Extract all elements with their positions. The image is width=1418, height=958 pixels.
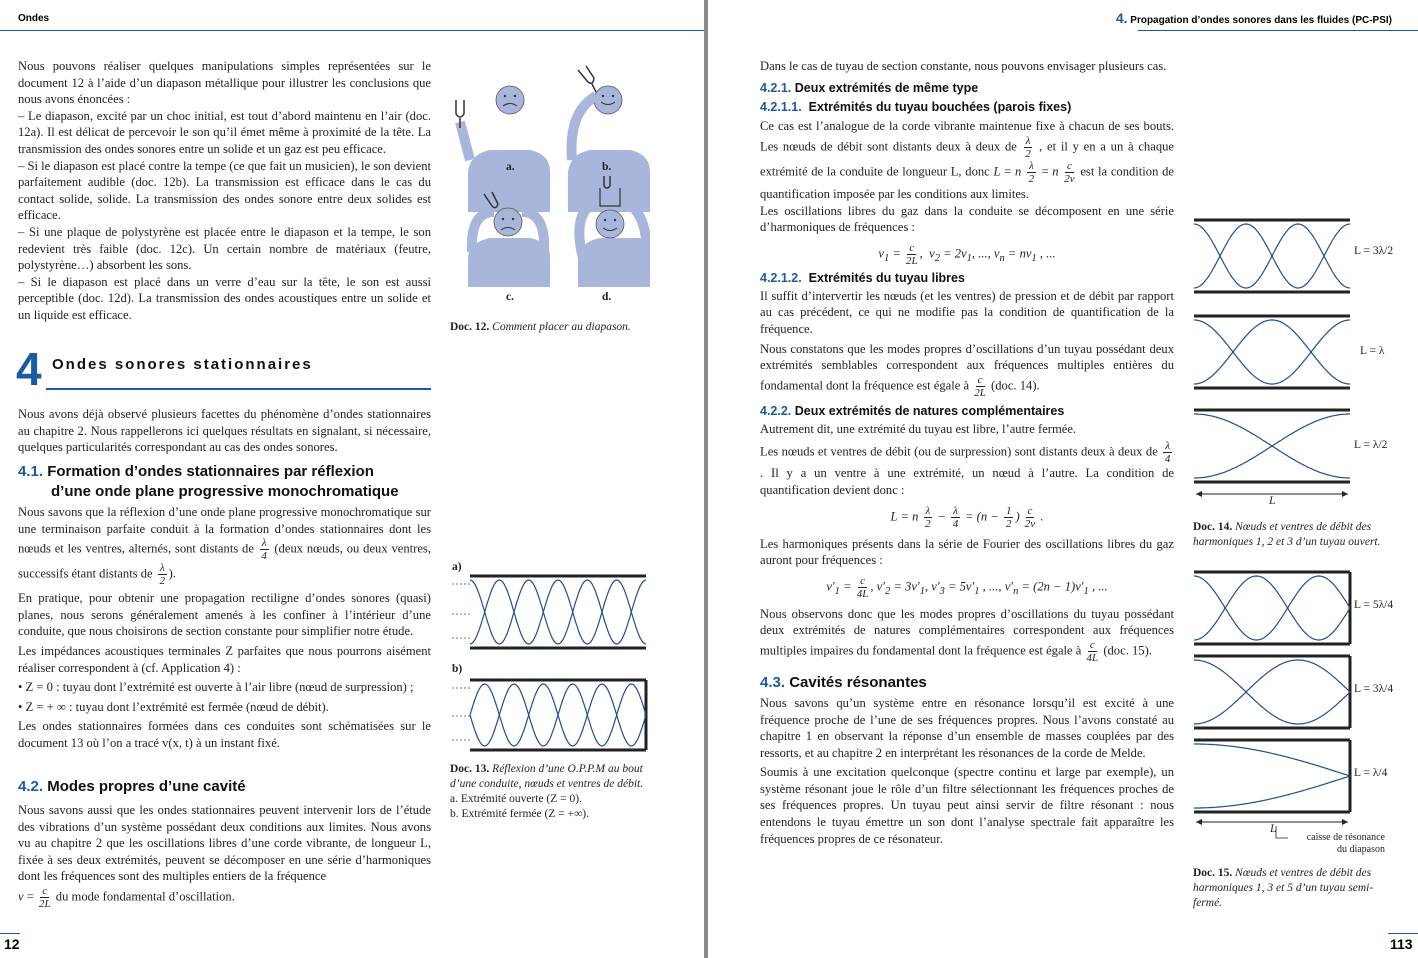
folio-rule	[1388, 933, 1418, 934]
doc12-label-c: c.	[506, 291, 514, 303]
right-page	[708, 0, 1418, 958]
doc12-caption	[450, 320, 690, 335]
right-main-column: Dans le cas de tuyau de section constante, nous pouvons envisager plusieurs cas. 4.2.1. Deux extrémités de même type 4.2.1.1. Extrémités du tuyau bouchées (parois fixes) Ce cas est l’analogue de la corde vibrante maintenue fixe à chacun de ses bouts. Les nœuds de débit sont distants deux à deux de $\frac{\lambda}{2}$ , et il y en a un à chaque extrémité de la conduite de longueur L, donc L = n $\frac{\lambda}{2}$ = n $\frac{c}{2\nu}$ est la condition de quantification imposée par les conditions aux limites. Les oscillations libres du gaz dans la conduite se décomposent en une série d’harmoniques de fréquences : $\nu_1$ = $\frac{c}{2L}$ , $\nu_2 = 2\nu_1$, ..., $\nu_n = n\nu_1$ , ... 4.2.1.2. Extrémités du tuyau libres Il suffit d’intervertir les nœuds (et les ventres) de pression et de débit par rapport au cas précédent, ce qui ne modifie pas la condition de quantification de la fréquence. Nous constatons que les modes propres d’oscillations d’un tuyau possédant deux extrémités semblables correspondent aux fréquences multiples entières du fondamental dont la fréquence est égale à $\frac{c}{2L}$ (doc. 14). 4.2.2. Deux extrémités de natures complémentaires Autrement dit, une extrémité du tuyau est libre, l’autre fermée. Les nœuds et ventres de débit (ou de surpression) sont distants deux à deux de $\frac{\lambda}{4}$ . Il y a un ventre à une extrémité, un nœud à l’autre. La condition de quantification devient donc : L = n $\frac{\lambda}{2}$ − $\frac{\lambda}{4}$ = (n − $\frac{1}{2}$ ) $\frac{c}{2\nu}$ . Les harmoniques présents dans la série de Fourier des oscillations libres du gaz auront pour fréquences : $\nu'_1$ = $\frac{c}{4L}$ , $\nu'_2 = 3\nu'_1$, $\nu'_3 = 5\nu'_1$ , ..., $\nu'_n = (2n - 1)\nu'_1$ , ... Nous observons donc que les modes propres d’oscillations du tuyau possédant deux extrémités de natures complémentaires correspondent aux fréquences multiples impaires du fondamental dont la fréquence est égale à $\frac{c}{4L}$ (doc. 15). 4.3. Cavités résonantes Nous savons qu’un système entre en résonance lorsqu’il est excité à une fréquence proche de l’une de ses fréquences propres. Nous l’avons constaté au chapitre 1 en observant la réponse d’un ensemble de masses couplées par des ressorts, et au chapitre 2 en interprétant les résonances de la corde de Melde. Soumis à une excitation quelconque (spectre continu et large par exemple), un système résonant joue le rôle d’un filtre sélectionnant les fréquences proches de ses fréquences propres. Un tuyau peut ainsi servir de filtre résonant : nous entendons le tuyau émettre un son dont l’analyse spectrale fait apparaître les fréquences propres de ce résonateur.	[760, 59, 1174, 846]
body-text: Soumis à une excitation quelconque (spectre continu et large par exemple), un système résonant joue le rôle d’un filtre sélectionnant les fréquences proches de ses fréquences propres. Un tuyau peut ainsi servir de filtre résonant : nous entendons le tuyau émettre un son dont l’analyse spectrale fait apparaître les fréquences propres de ce résonateur.	[760, 765, 1174, 846]
intro-paragraph: – Si le diapason est placé contre la tempe (ce que fait un musicien), le son devient parfaitement audible (doc. 12b). La transmission est efficace dans le cas du contact solide, solide. La transmission des ondes sonore entre deux solides est efficace.	[18, 158, 431, 223]
intro-paragraph: Nous pouvons réaliser quelques manipulations simples représentées sur le document 12 à l’aide d’un diapason métallique pour illustrer les conclusions que nous avons énoncées :	[18, 59, 431, 107]
section-title: Cavités résonantes	[789, 673, 927, 691]
body-text: Nous savons aussi que les ondes stationnaires peuvent intervenir lors de l’étude des vibrations d’un système possédant deux conditions aux limites. Nous avons vu au chapitre 2 que les oscillations libres d’une corde vibrante, de longueur L, fixée à ses deux extrémités, peuvent se décomposer en une série d’harmoniques dont les fréquences sont des multiples entiers de la fréquence	[18, 803, 431, 884]
doc13-label-b: b)	[452, 663, 463, 675]
person-a-figure	[456, 86, 550, 212]
folio-rule	[0, 933, 20, 934]
body-text: Ce cas est l’analogue de la corde vibrante maintenue fixe à chacun de ses bouts. Les nœuds de débit sont distants deux à deux de	[760, 118, 1174, 153]
section-number: 4.2.1.1.	[760, 99, 802, 114]
body-text: Nous savons que la réflexion d’une onde plane progressive monochromatique sur une terminaison parfaite conduit à la formation d’ondes stationnaires dont les nœuds et les ventres, alternés, sont distants de	[18, 505, 431, 556]
doc12-label-b: b.	[602, 161, 612, 173]
chapter-rule	[46, 388, 431, 390]
section-title: Extrémités du tuyau bouchées (parois fixes)	[808, 99, 1072, 114]
running-head-number: 4.	[1115, 10, 1128, 26]
tube-closed-end	[452, 680, 646, 750]
tube-b-envelope	[470, 684, 646, 746]
doc14-h2-envelope	[1194, 320, 1350, 384]
doc14-caption-number: Doc. 14.	[1193, 521, 1233, 533]
chapter-intro-text: Nous avons déjà observé plusieurs facettes du phénomène d’ondes stationnaires au chapitre 2. Nous rappellerons ici quelques résultats en signalant, si nécessaire, quelques particularités correspondant au cas des ondes sonores.	[18, 407, 431, 455]
lambda-over-4: $\frac{\lambda}{4}$	[261, 537, 267, 563]
body-text: Les ondes stationnaires formées dans ces conduites sont schématisées sur le document 13 où l’on a tracé v(x, t) à un instant fixé.	[18, 719, 431, 750]
doc13-caption-text: Réflexion d’une O.P.P.M au bout d’une conduite, nœuds et ventres de débit.	[450, 763, 644, 790]
doc14-label-3: L = λ/2	[1354, 439, 1388, 451]
doc12-figure	[450, 62, 650, 312]
equation-harmonics-semi: $\nu'_1$ = $\frac{c}{4L}$ , $\nu'_2 = 3\nu'_1$, $\nu'_3 = 5\nu'_1$ , ..., $\nu'_n = (2n - 1)\nu'_1$ , ...	[826, 574, 1108, 600]
section-4-2-body: Nous savons aussi que les ondes stationnaires peuvent intervenir lors de l’étude des vibrations d’un système possédant deux conditions aux limites. Nous avons vu au chapitre 2 que les oscillations libres d’une corde vibrante, de longueur L, fixée à ses deux extrémités, peuvent se décomposer en une série d’harmoniques dont les fréquences sont des multiples entiers de la fréquence ν = $\frac{c}{2L}$ du mode fondamental d’oscillation.	[18, 803, 431, 910]
doc14-caption	[1193, 520, 1393, 550]
page-number-right: 113	[1390, 936, 1413, 952]
doc12-label-a: a.	[506, 161, 515, 173]
doc15-caption-text: Nœuds et ventres de débit des harmoniques 1, 3 et 5 d’un tuyau semi-fermé.	[1193, 867, 1374, 909]
doc13-item-b: b. Extrémité fermée (Z = +∞).	[450, 808, 589, 820]
doc15-caption-number: Doc. 15.	[1193, 867, 1233, 879]
section-4-3-heading	[760, 674, 1174, 691]
body-text: Nous savons qu’un système entre en résonance lorsqu’il est excité à une fréquence proche de l’une de ses fréquences propres. Nous l’avons constaté au chapitre 1 en observant la réponse d’un ensemble de masses couplées par des ressorts, et au chapitre 2 en interprétant les résonances de la corde de Melde.	[760, 695, 1174, 760]
running-head-left: Ondes	[18, 13, 50, 24]
section-title-line2: d’une onde plane progressive monochromatique	[51, 483, 399, 500]
body-text: (deux nœuds, ou deux ventres, successifs étant distants de	[18, 541, 431, 581]
chapter-number: 4	[16, 343, 42, 395]
section-4-2-heading	[18, 778, 246, 795]
body-text: En pratique, pour obtenir une propagation rectiligne d’ondes sonores (quasi) planes, nous serons généralement amenés à les confiner à l’intérieur d’une conduite, que nous choisirons de section constante pour simplifier notre étude.	[18, 591, 431, 639]
section-number: 4.1.	[18, 463, 44, 480]
bullet-item: • Z = 0 : tuyau dont l’extrémité est ouverte à l’air libre (nœud de surpression) ;	[18, 680, 414, 695]
body-text: Dans le cas de tuyau de section constante, nous pouvons envisager plusieurs cas.	[760, 59, 1167, 73]
body-text: Les oscillations libres du gaz dans la conduite se décomposent en une série d’harmoniques de fréquences :	[760, 203, 1174, 235]
chapter-title: Ondes sonores stationnaires	[52, 356, 313, 373]
section-4-1-body: Nous savons que la réflexion d’une onde plane progressive monochromatique sur une terminaison parfaite conduit à la formation d’ondes stationnaires dont les nœuds et les ventres, alternés, sont distants de $\frac{\lambda}{4}$ (deux nœuds, ou deux ventres, successifs étant distants de $\frac{\lambda}{2}$ ). En pratique, pour obtenir une propagation rectiligne d’ondes sonores (quasi) planes, nous serons généralement amenés à les confiner à l’intérieur d’une conduite, que nous choisirons de section constante pour simplifier notre étude. Les impédances acoustiques terminales Z parfaites que nous pourrons aisément réaliser correspondent à (cf. Application 4) : • Z = 0 : tuyau dont l’extrémité est ouverte à l’air libre (nœud de surpression) ; • Z = + ∞ : tuyau dont l’extrémité est fermée (nœud de débit). Les ondes stationnaires formées dans ces conduites sont schématisées sur le document 13 où l’on a tracé v(x, t) à un instant fixé.	[18, 505, 431, 750]
person-b-figure	[568, 66, 650, 212]
resonance-box-label: caisse de résonance	[1306, 832, 1385, 843]
doc13-caption	[450, 762, 650, 822]
doc13-item-a: a. Extrémité ouverte (Z = 0).	[450, 793, 582, 805]
intro-paragraph: – Si le diapason est placé dans un verre d’eau sur la tête, le son est aussi perceptible (doc. 12d). La transmission des ondes acoustiques entre un solide et un liquide est efficace.	[18, 274, 431, 322]
body-text: (doc. 15).	[1103, 643, 1152, 658]
body-text: Les impédances acoustiques terminales Z parfaites que nous pourrons aisément réaliser correspondent à (cf. Application 4) :	[18, 643, 431, 675]
body-text: . Il y a un ventre à une extrémité, un nœud à l’autre. La condition de quantification devient donc :	[760, 466, 1174, 497]
doc13-figure	[450, 570, 650, 760]
running-head-text: Propagation d’ondes sonores dans les fluides (PC-PSI)	[1130, 15, 1392, 26]
section-4-2-2-heading	[760, 404, 1174, 418]
section-title: Formation d’ondes stationnaires par réflexion	[47, 463, 374, 480]
c-over-2L: $\frac{c}{2L}$	[39, 884, 51, 910]
intro-paragraph: – Le diapason, excité par un choc initial, est tout d’abord maintenu en l’air (doc. 12a). Il est délicat de percevoir le son qu’il émet même à proximité de la tête. La transmission des ondes sonores entre un solide et un gaz est peu efficace.	[18, 108, 431, 156]
doc15-label-3: L = λ/4	[1354, 767, 1388, 779]
resonance-box-label-2: du diapason	[1336, 844, 1385, 855]
section-number: 4.2.1.	[760, 80, 792, 95]
section-number: 4.3.	[760, 673, 786, 691]
doc12-caption-text: Comment placer au diapason.	[492, 321, 631, 333]
body-text: Autrement dit, une extrémité du tuyau est libre, l’autre fermée.	[760, 421, 1077, 436]
section-4-2-1-heading	[760, 81, 1174, 95]
body-text: Les harmoniques présents dans la série de Fourier des oscillations libres du gaz auront pour fréquences :	[760, 536, 1174, 568]
body-text: (doc. 14).	[991, 378, 1040, 393]
body-text: Les nœuds et ventres de débit (ou de surpression) sont distants deux à deux de	[760, 444, 1158, 459]
section-number: 4.2.1.2.	[760, 270, 802, 285]
bullet-item: • Z = + ∞ : tuyau dont l’extrémité est fermée (nœud de débit).	[18, 699, 329, 714]
doc15-label-1: L = 5λ/4	[1354, 599, 1394, 611]
equation-harmonics-closed: $\nu_1$ = $\frac{c}{2L}$ , $\nu_2 = 2\nu_1$, ..., $\nu_n = n\nu_1$ , ...	[878, 241, 1056, 267]
section-4-2-1-2-heading	[760, 271, 1174, 285]
running-head-right	[1116, 10, 1392, 26]
body-text: Nous constatons que les modes propres d’oscillations d’un tuyau possédant deux extrémités semblables correspondent aux fréquences multiples entières du fondamental dont la fréquence est égale à	[760, 341, 1174, 393]
doc14-h3-envelope	[1194, 224, 1350, 288]
section-number: 4.2.2.	[760, 403, 792, 418]
doc15-label-2: L = 3λ/4	[1354, 683, 1394, 695]
doc14-h1-envelope	[1194, 414, 1350, 478]
body-text: , et il y en a un à chaque extrémité de la conduite de longueur L, donc	[760, 138, 1174, 178]
body-text: Il suffit d’intervertir les nœuds (et les ventres) de pression et de débit par rapport au cas précédent, ce qui ne modifie pas la condition de quantification de la fréquence.	[760, 288, 1174, 336]
equation-quantification-semi: L = n $\frac{\lambda}{2}$ − $\frac{\lambda}{4}$ = (n − $\frac{1}{2}$ ) $\frac{c}{2\nu}$ .	[890, 504, 1044, 530]
intro-text	[18, 58, 431, 324]
section-number: 4.2.	[18, 778, 44, 795]
body-text: du mode fondamental d’oscillation.	[55, 889, 235, 904]
body-text: Nous observons donc que les modes propres d’oscillations du tuyau possédant deux extrémités de natures complémentaires correspondent aux fréquences multiples impaires du fondamental dont la fréquence est égale à	[760, 606, 1174, 658]
chapter-intro	[18, 406, 431, 456]
header-rule	[1138, 30, 1418, 31]
section-title: Modes propres d’une cavité	[47, 778, 246, 795]
doc15-h1-envelope	[1194, 744, 1350, 776]
doc14-length-label: L	[1269, 495, 1276, 507]
doc14-label-2: L = λ	[1360, 345, 1385, 357]
doc14-h2-envelope	[1194, 320, 1350, 384]
section-4-1-heading	[18, 462, 399, 502]
doc15-caption	[1193, 866, 1393, 911]
section-title: Extrémités du tuyau libres	[808, 270, 965, 285]
page-number-left: 12	[4, 936, 20, 952]
doc15-length-label: L	[1270, 823, 1277, 835]
tube-a-envelope	[470, 580, 646, 644]
doc14-figure	[1192, 214, 1412, 514]
section-4-2-1-1-heading	[760, 100, 1174, 114]
doc12-label-d: d.	[602, 291, 612, 303]
tube-a-envelope	[470, 580, 646, 644]
header-rule	[0, 30, 704, 31]
left-page	[0, 0, 704, 958]
section-title: Deux extrémités de même type	[794, 80, 979, 95]
doc12-caption-number: Doc. 12.	[450, 321, 490, 333]
section-title: Deux extrémités de natures complémentaires	[794, 403, 1065, 418]
body-text: est la condition de quantification imposée par les conditions aux limites.	[760, 163, 1174, 201]
doc13-caption-number: Doc. 13.	[450, 763, 490, 775]
doc13-label-a: a)	[452, 561, 462, 573]
doc14-label-1: L = 3λ/2	[1354, 245, 1394, 257]
tube-open-end	[452, 576, 646, 648]
doc15-h1-envelope	[1194, 776, 1350, 808]
intro-paragraph: – Si une plaque de polystyrène est placée entre le diapason et la tempe, le son redevient très faible (doc. 12c). Un certain nombre de matériaux (feutre, polystyrène…) absorbent les sons.	[18, 224, 431, 273]
doc15-box-label	[1293, 832, 1385, 856]
doc14-caption-text: Nœuds et ventres de débit des harmoniques 1, 2 et 3 d’un tuyau ouvert.	[1193, 521, 1381, 548]
lambda-over-2: $\frac{\lambda}{2}$	[159, 562, 165, 588]
